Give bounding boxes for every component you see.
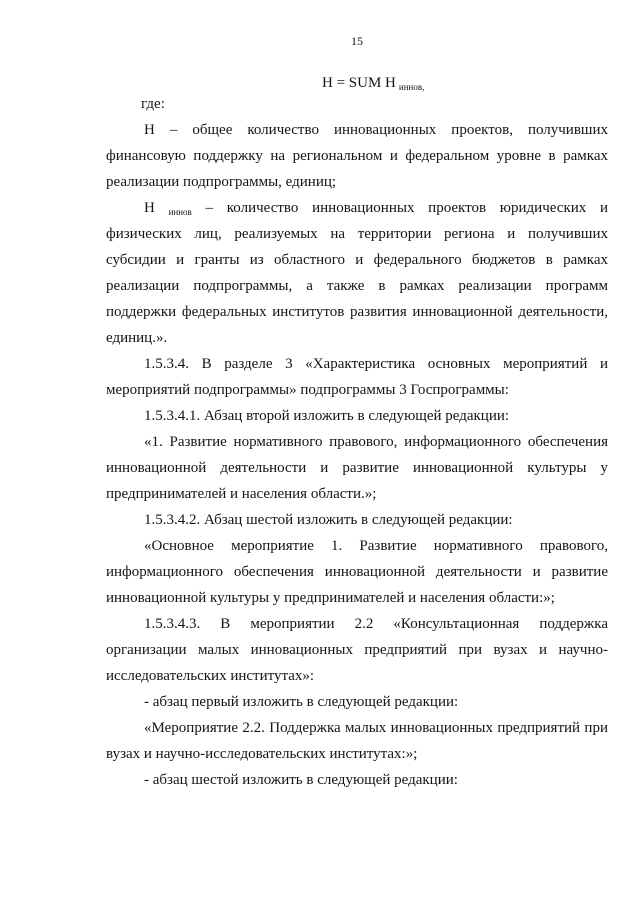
text-line: - абзац шестой изложить в следующей редакции: — [144, 772, 458, 788]
text-line: 1.5.3.4.2. Абзац шестой изложить в следующей редакции: — [144, 512, 513, 528]
line-text: – количество инновационных проектов юридических и — [205, 200, 608, 216]
text-line: реализации подпрограммы, единиц; — [106, 174, 337, 190]
text-line: субсидии и гранты из областного и федерального бюджетов в рамках — [106, 252, 608, 268]
text-line: - абзац первый изложить в следующей редакции: — [144, 694, 459, 710]
variable-subscript: иннов — [168, 207, 192, 217]
text-line: предпринимателей и населения области.»; — [106, 486, 377, 502]
paragraph — [106, 611, 608, 689]
paragraph — [106, 689, 608, 715]
text-line — [106, 195, 608, 221]
paragraph — [106, 351, 608, 403]
paragraph — [106, 117, 608, 195]
paragraph — [106, 715, 608, 767]
text-line: 1.5.3.4.3. В мероприятии 2.2 «Консультационная поддержка — [144, 616, 608, 632]
where-label: где: — [141, 96, 165, 112]
text-line: «Основное мероприятие 1. Развитие нормативного правового, — [144, 538, 608, 554]
formula-expression: Н = SUM Н — [322, 75, 396, 91]
text-line: мероприятий подпрограммы» подпрограммы 3 Госпрограммы: — [106, 382, 509, 398]
text-line: исследовательских институтах»: — [106, 668, 315, 684]
text-line: физических лиц, реализуемых на территории региона и получивших — [106, 226, 608, 242]
text-line: вузах и научно-исследовательских институтах:»; — [106, 746, 418, 762]
text-line: информационного обеспечения инновационной деятельности и развитие — [106, 564, 608, 580]
page-number: 15 — [351, 34, 363, 48]
paragraph — [106, 507, 608, 533]
text-line: «Мероприятие 2.2. Поддержка малых инновационных предприятий при — [144, 720, 608, 736]
paragraph — [106, 767, 608, 793]
text-line: Н – общее количество инновационных проектов, получивших — [144, 122, 608, 138]
text-line: «1. Развитие нормативного правового, информационного обеспечения — [144, 434, 608, 450]
text-line: 1.5.3.4. В разделе 3 «Характеристика основных мероприятий и — [144, 356, 608, 372]
text-line: инновационной деятельности и развитие инновационной культуры у — [106, 460, 608, 476]
document-body — [106, 91, 608, 793]
formula-subscript: иннов, — [398, 82, 425, 92]
text-line: единиц.». — [106, 330, 168, 346]
paragraph — [106, 533, 608, 611]
text-line: поддержки федеральных институтов развития инновационной деятельности, — [106, 304, 608, 320]
variable-symbol: Н — [144, 200, 155, 216]
text-line: организации малых инновационных предприятий при вузах и научно- — [106, 642, 608, 658]
text-line: 1.5.3.4.1. Абзац второй изложить в следующей редакции: — [144, 408, 510, 424]
text-line: реализации подпрограммы, а также в рамках реализации программ — [106, 278, 608, 294]
paragraph — [106, 403, 608, 429]
paragraph — [106, 429, 608, 507]
paragraph — [106, 195, 608, 351]
text-line: инновационной культуры у предпринимателей и населения области:»; — [106, 590, 555, 606]
text-line: финансовую поддержку на региональном и федеральном уровне в рамках — [106, 148, 608, 164]
